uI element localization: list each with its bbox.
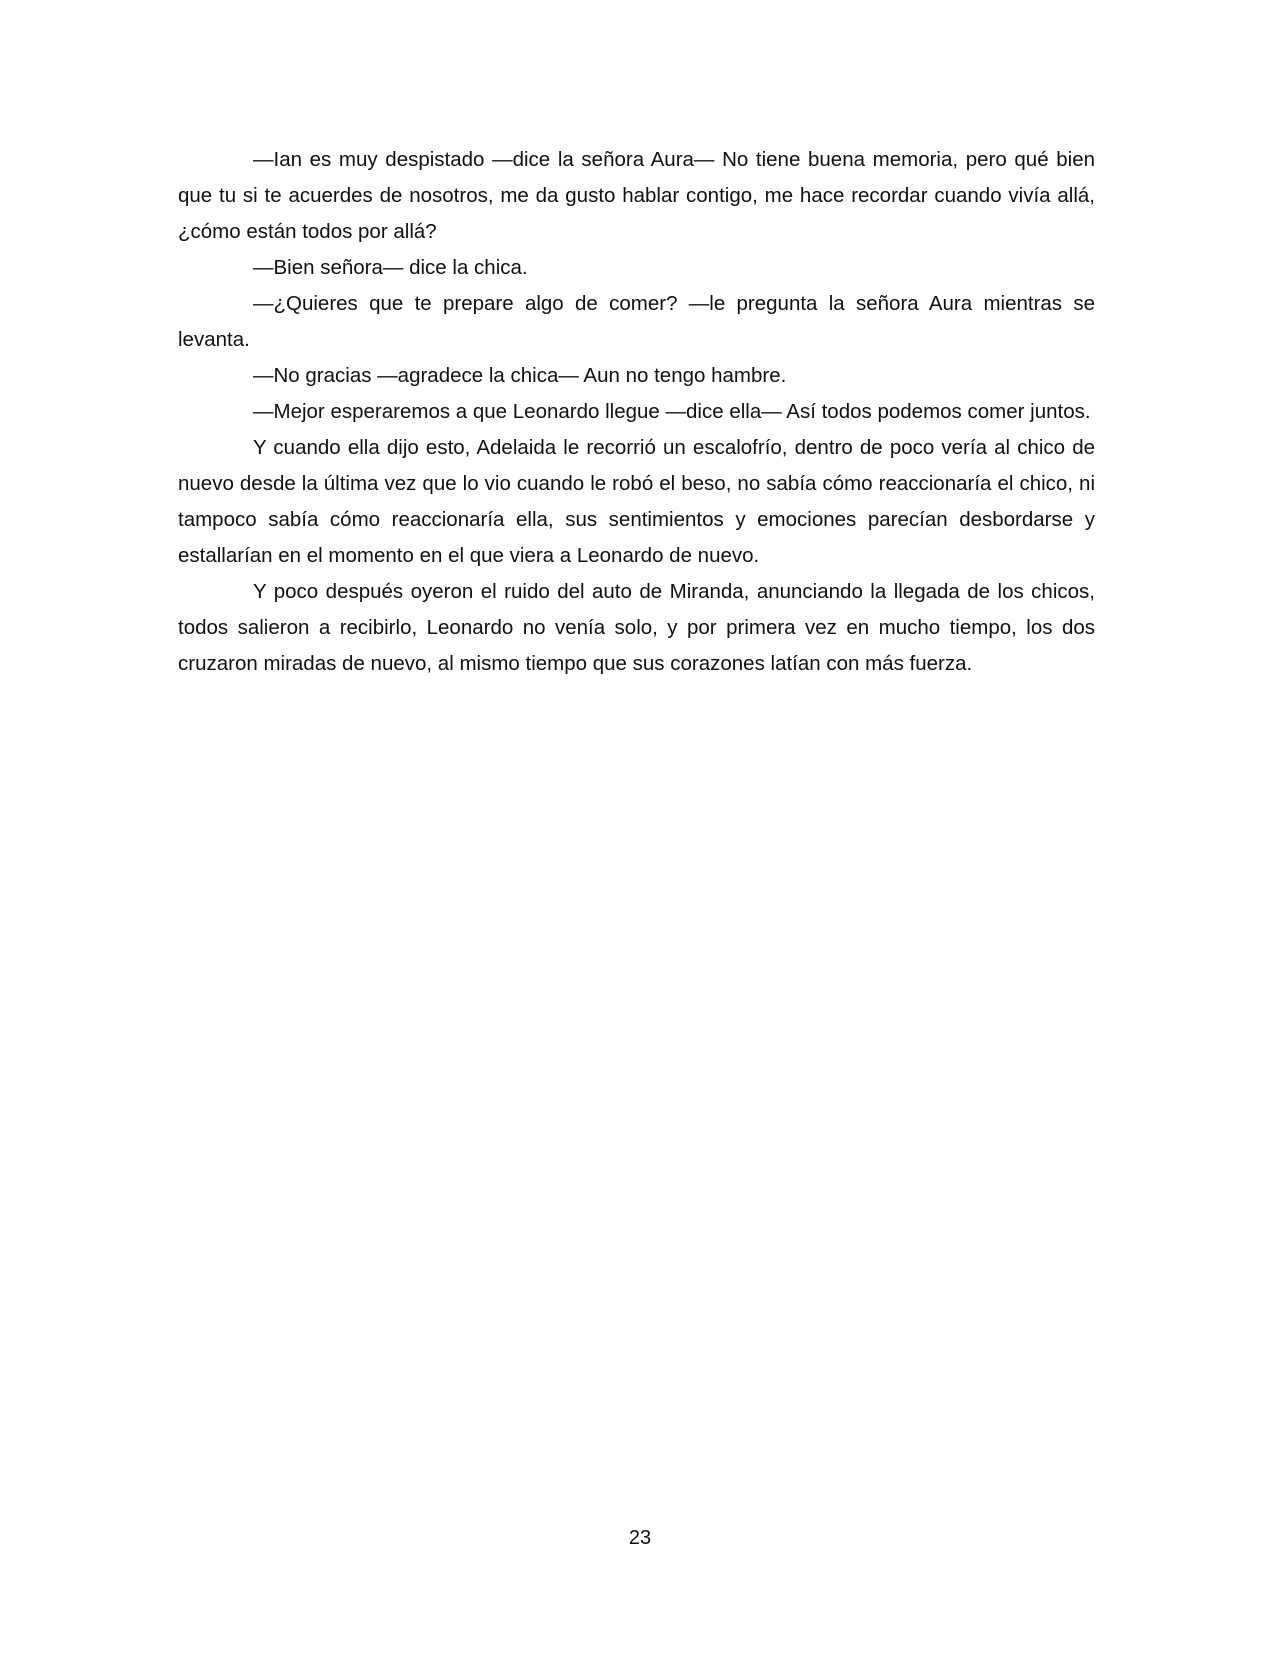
paragraph: Y cuando ella dijo esto, Adelaida le recorrió un escalofrío, dentro de poco vería al chico de nuevo desde la última vez que lo vio cuando le robó el beso, no sabía cómo reaccionaría el chico, ni tampoco sabía cómo reaccionaría ella, sus sentimientos y emociones parecían desbordarse y estallarían en el momento en el que viera a Leonardo de nuevo. [178, 436, 1095, 567]
paragraph: —Ian es muy despistado —dice la señora Aura— No tiene buena memoria, pero qué bien que tu si te acuerdes de nosotros, me da gusto hablar contigo, me hace recordar cuando vivía allá, ¿cómo están todos por allá? [178, 148, 1095, 243]
paragraph: Y poco después oyeron el ruido del auto de Miranda, anunciando la llegada de los chicos, todos salieron a recibirlo, Leonardo no venía solo, y por primera vez en mucho tiempo, los dos cruzaron miradas de nuevo, al mismo tiempo que sus corazones latían con más fuerza. [178, 580, 1095, 675]
body-text [178, 142, 1095, 682]
page-number: 23 [628, 1527, 652, 1549]
paragraph: —No gracias —agradece la chica— Aun no tengo hambre. [253, 364, 787, 387]
paragraph: —Bien señora— dice la chica. [253, 256, 528, 279]
paragraph: —Mejor esperaremos a que Leonardo llegue —dice ella— Así todos podemos comer juntos. [253, 400, 1091, 423]
paragraph: —¿Quieres que te prepare algo de comer? —le pregunta la señora Aura mientras se levanta. [178, 292, 1095, 351]
